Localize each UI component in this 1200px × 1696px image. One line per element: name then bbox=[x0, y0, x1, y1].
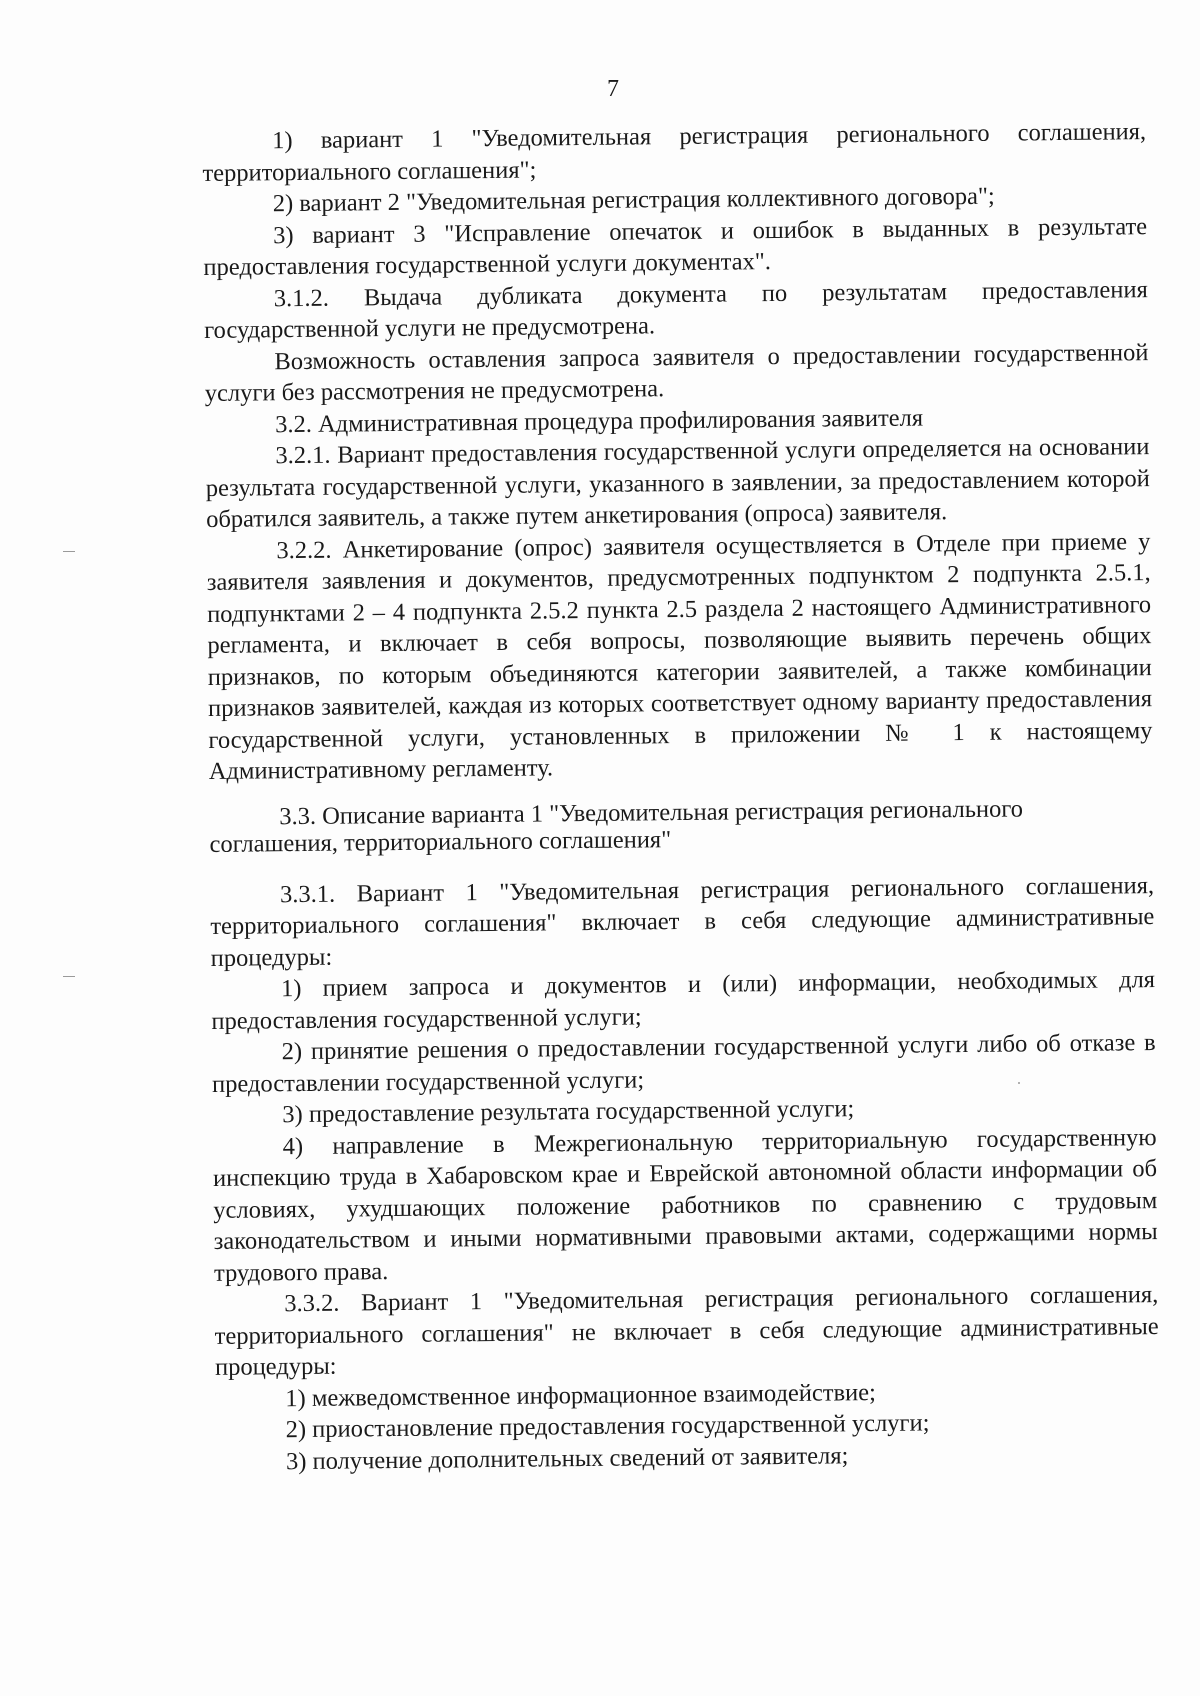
paragraph-3-3-2: 3.3.2. Вариант 1 "Уведомительная регистрация регионального соглашения, территориального соглашения" не включает в себя следующие административные процедуры: bbox=[214, 1281, 1159, 1381]
paragraph-variant-3: 3) вариант 3 "Исправление опечаток и ошибок в выданных в результате предоставления государственной услуги документах". bbox=[203, 212, 1148, 281]
list-item-3: 3) предоставление результата государственной услуги; bbox=[282, 1095, 855, 1129]
heading-3-2: 3.2. Административная процедура профилирования заявителя bbox=[274, 403, 924, 438]
list-item-2: 2) принятие решения о предоставлении государственной услуги либо об отказе в предоставлении государственной услуги; bbox=[211, 1029, 1156, 1098]
heading-3-3: 3.3. Описание варианта 1 "Уведомительная регистрация регионального соглашения, территориального соглашения" bbox=[209, 794, 1024, 858]
paragraph-variant-2: 2) вариант 2 "Уведомительная регистрация коллективного договора"; bbox=[272, 182, 995, 218]
paragraph-request-without-review: Возможность оставления запроса заявителя о предоставлении государственной услуги без рассмотрения не предусмотрена. bbox=[204, 338, 1149, 407]
paragraph-3-3-1: 3.3.1. Вариант 1 "Уведомительная регистрация регионального соглашения, территориального соглашения" включает в себя следующие административные процедуры: bbox=[210, 871, 1155, 972]
paragraph-3-2-1: 3.2.1. Вариант предоставления государственной услуги определяется на основании результата государственной услуги, указанного в заявлении, за предоставлением которой обратился заявитель, а также путем анкетирования (опроса) заявителя. bbox=[205, 433, 1150, 533]
paragraph-3-1-2: 3.1.2. Выдача дубликата документа по результатам предоставления государственной услуги не предусмотрена. bbox=[204, 275, 1148, 344]
margin-mark bbox=[63, 976, 75, 977]
margin-mark bbox=[63, 551, 75, 552]
page-number: 7 bbox=[607, 76, 619, 102]
excluded-item-1: 1) межведомственное информационное взаимодействие; bbox=[285, 1378, 877, 1412]
paragraph-3-2-2: 3.2.2. Анкетирование (опрос) заявителя осуществляется в Отделе при приеме у заявителя заявления и документов, предусмотренных подпунктом 2 подпункта 2.5.1, подпунктами 2 – 4 подпункта 2.5.2 пункта 2.5 раздела 2 настоящего Административного регламента, и включает в себя вопросы, позволяющие выявить перечень общих признаков, по которым объединяются категории заявителей, а также комбинации признаков заявителей, каждая из которых соответствует одному варианту предоставления государственной услуги, установленных в приложении № 1 к настоящему Административному регламенту. bbox=[206, 527, 1153, 785]
document-body bbox=[202, 116, 1160, 1478]
excluded-item-2: 2) приостановление предоставления государственной услуги; bbox=[285, 1409, 930, 1444]
list-item-1: 1) прием запроса и документов и (или) информации, необходимых для предоставления государственной услуги; bbox=[211, 966, 1156, 1035]
excluded-item-3: 3) получение дополнительных сведений от заявителя; bbox=[285, 1441, 849, 1475]
paragraph-variant-1: 1) вариант 1 "Уведомительная регистрация регионального соглашения, территориального соглашения"; bbox=[202, 118, 1147, 187]
list-item-4: 4) направление в Межрегиональную территориальную государственную инспекцию труда в Хабаровском крае и Еврейской автономной области информации об условиях, ухудшающих положение работников по сравнению с трудовым законодательством и иными нормативными правовыми актами, содержащими нормы трудового права. bbox=[212, 1123, 1158, 1287]
